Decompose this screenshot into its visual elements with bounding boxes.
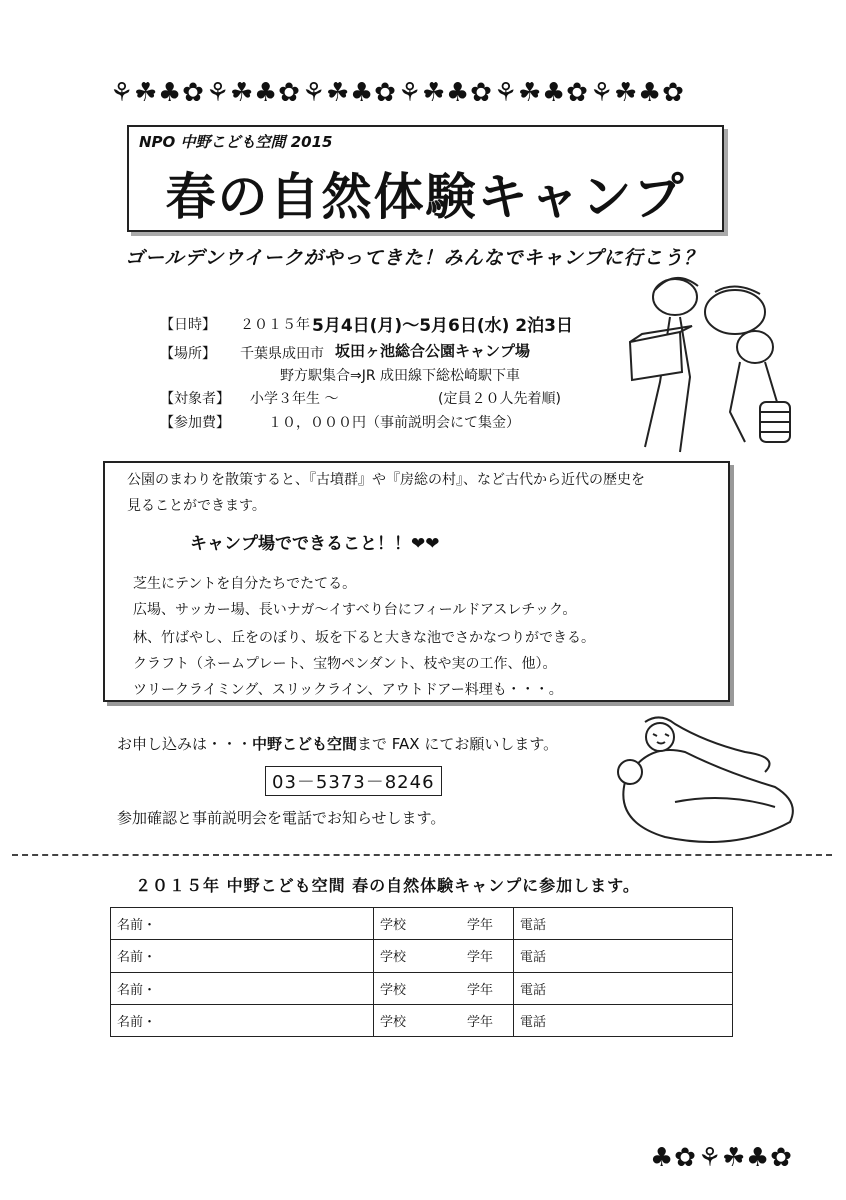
clover-icon: ♣	[158, 78, 182, 108]
campers-illustration	[620, 262, 820, 462]
sleeping-bag-illustration	[605, 712, 805, 852]
application-org: 中野こども空間	[252, 735, 358, 753]
table-row	[111, 1004, 733, 1036]
name-field[interactable]: 名前・	[111, 908, 374, 940]
confirmation-note: 参加確認と事前説明会を電話でお知らせします。	[117, 809, 446, 827]
table-row	[111, 972, 733, 1004]
school-field[interactable]: 学校	[374, 908, 462, 940]
sprout-icon: ☘	[614, 78, 638, 108]
tulip-icon: ⚘	[110, 78, 134, 108]
activity-item: 芝生にテントを自分たちでたてる。	[133, 576, 357, 592]
school-field[interactable]: 学校	[374, 972, 462, 1004]
sprout-icon: ☘	[230, 78, 254, 108]
table-row	[111, 908, 733, 940]
tulip-icon: ⚘	[698, 1143, 722, 1173]
bottom-flower-border	[650, 1145, 792, 1171]
page-title: 春の自然体験キャンプ	[165, 168, 686, 226]
sprout-icon: ☘	[518, 78, 542, 108]
target-label: 【対象者】	[160, 391, 230, 407]
grade-field[interactable]: 学年	[461, 972, 514, 1004]
organizer-label: NPO 中野こども空間 2015	[139, 133, 333, 151]
phone-field[interactable]: 電話	[514, 908, 733, 940]
name-field[interactable]: 名前・	[111, 940, 374, 972]
place-city: 千葉県成田市	[240, 346, 324, 362]
activity-item: 林、竹ばやし、丘をのぼり、坂を下ると大きな池でさかなつりができる。	[133, 630, 595, 646]
application-post: まで FAX にてお願いします。	[357, 735, 559, 753]
phone-field[interactable]: 電話	[514, 1004, 733, 1036]
activities-intro-line1: 公園のまわりを散策すると、『古墳群』や『房総の村』、など古代から近代の歴史を	[127, 472, 645, 488]
grade-field[interactable]: 学年	[461, 940, 514, 972]
date-value: 5月4日(月)～5月6日(水) 2泊3日	[312, 316, 573, 336]
clover-icon: ♣	[746, 1143, 770, 1173]
clover-icon: ♣	[650, 1143, 674, 1173]
cut-line	[12, 854, 832, 856]
tulip-icon: ⚘	[206, 78, 230, 108]
capacity: (定員２０人先着順)	[438, 391, 561, 407]
top-flower-border	[110, 80, 684, 106]
tulip-icon: ⚘	[494, 78, 518, 108]
activity-item: ツリークライミング、スリックライン、アウトドアー料理も・・・。	[133, 682, 563, 698]
activities-intro-line2: 見ることができます。	[127, 498, 266, 514]
application-pre: お申し込みは・・・	[117, 735, 253, 753]
school-field[interactable]: 学校	[374, 940, 462, 972]
sprout-icon: ☘	[134, 78, 158, 108]
date-label: 【日時】	[160, 317, 216, 333]
tagline: ゴールデンウイークがやってきた！みんなでキャンプに行こう？	[125, 247, 704, 269]
grade-field[interactable]: 学年	[461, 1004, 514, 1036]
tulip-icon: ⚘	[302, 78, 326, 108]
flower-icon: ✿	[182, 78, 204, 108]
name-field[interactable]: 名前・	[111, 972, 374, 1004]
flower-icon: ✿	[770, 1143, 792, 1173]
meeting-point: 野方駅集合⇒JR 成田線下総松崎駅下車	[280, 368, 521, 384]
clover-icon: ♣	[446, 78, 470, 108]
place-label: 【場所】	[160, 346, 216, 362]
flower-icon: ✿	[674, 1143, 696, 1173]
form-title: ２０１５年 中野こども空間 春の自然体験キャンプに参加します。	[135, 876, 640, 895]
fee-value: １０，０００円（事前説明会にて集金）	[268, 415, 520, 431]
flower-icon: ✿	[470, 78, 492, 108]
tulip-icon: ⚘	[398, 78, 422, 108]
activity-item: クラフト（ネームプレート、宝物ペンダント、枝や実の工作、他）。	[133, 656, 557, 672]
application-line	[117, 733, 558, 754]
phone-field[interactable]: 電話	[514, 972, 733, 1004]
registration-table	[110, 907, 733, 1037]
table-row	[111, 940, 733, 972]
flower-icon: ✿	[662, 78, 684, 108]
clover-icon: ♣	[542, 78, 566, 108]
clover-icon: ♣	[254, 78, 278, 108]
clover-icon: ♣	[638, 78, 662, 108]
flower-icon: ✿	[566, 78, 588, 108]
fax-number: 03－5373－8246	[265, 766, 442, 796]
activities-box	[103, 461, 730, 702]
activities-heading: キャンプ場でできること！！❤❤	[190, 534, 440, 554]
fee-label: 【参加費】	[160, 415, 230, 431]
sprout-icon: ☘	[326, 78, 350, 108]
title-box	[127, 125, 724, 232]
sprout-icon: ☘	[722, 1143, 746, 1173]
clover-icon: ♣	[350, 78, 374, 108]
date-prefix: ２０１５年	[240, 317, 310, 333]
phone-field[interactable]: 電話	[514, 940, 733, 972]
flower-icon: ✿	[278, 78, 300, 108]
tulip-icon: ⚘	[590, 78, 614, 108]
target-value: 小学３年生 ～	[250, 391, 339, 407]
activity-item: 広場、サッカー場、長いナガ～イすべり台にフィールドアスレチック。	[133, 602, 577, 618]
grade-field[interactable]: 学年	[461, 908, 514, 940]
flower-icon: ✿	[374, 78, 396, 108]
event-info	[160, 310, 640, 440]
name-field[interactable]: 名前・	[111, 1004, 374, 1036]
place-value: 坂田ヶ池総合公園キャンプ場	[335, 342, 531, 360]
sprout-icon: ☘	[422, 78, 446, 108]
school-field[interactable]: 学校	[374, 1004, 462, 1036]
